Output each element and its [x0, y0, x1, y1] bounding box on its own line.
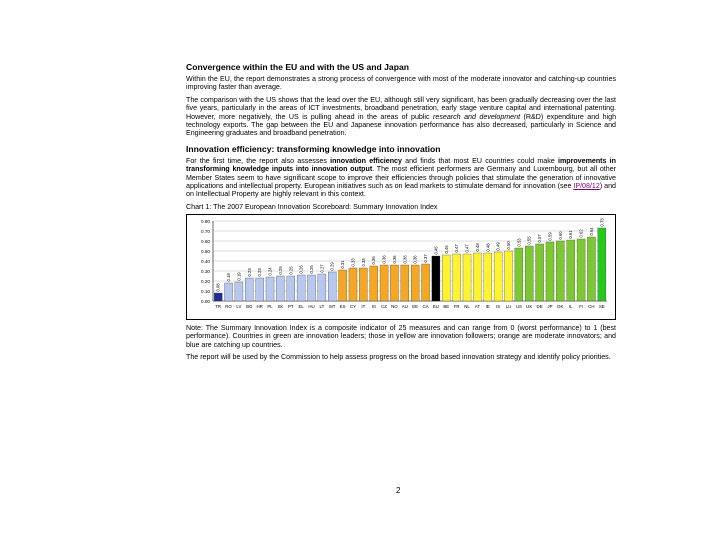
category-label: JP	[547, 303, 553, 309]
bar-ca	[422, 264, 430, 301]
chart-caption: Chart 1: The 2007 European Innovation Scoreboard: Summary Innovation Index	[186, 202, 438, 211]
bar-dk	[556, 241, 564, 301]
category-label: NO	[391, 303, 398, 309]
category-label: EU	[432, 303, 439, 309]
paragraph-convergence-eu: Within the EU, the report demonstrates a strong process of convergence with most of the moderate innovator and catching-up countries improving faster than average.	[186, 75, 616, 92]
value-label: 0.08	[215, 283, 221, 292]
bar-no	[390, 265, 398, 301]
value-label: 0.36	[402, 255, 408, 264]
text-segment: The comparison with the US shows that the lead over the EU, although still very significant, has been gradually decreasing over the last five years, particularly in the areas of ICT investments, broadband penetration, early stage venture capital and international patenting. However, more negatively, the US is pulling ahead in the areas of public	[186, 95, 616, 121]
bar-is	[494, 252, 502, 301]
bar-il	[567, 240, 575, 301]
section-heading-convergence: Convergence within the EU and with the US and Japan	[186, 62, 409, 72]
category-label: DE	[536, 303, 543, 309]
category-label: HU	[308, 303, 315, 309]
press-release-link[interactable]: IP/08/12	[573, 182, 600, 191]
bar-hr	[256, 278, 264, 301]
category-label: CZ	[381, 303, 388, 309]
category-label: US	[515, 303, 522, 309]
y-tick-label: 0.60	[201, 238, 210, 244]
chart-note: Note: The Summary Innovation Index is a composite indicator of 25 measures and can range from 0 (worst performance) to 1 (best performance). Countries in green are innovation leaders; those in yellow are innovation followers; orange are moderate innovators; and blue are catching up countries.	[186, 323, 616, 349]
bold-text: improvements in transforming knowledge inputs into innovation output	[186, 156, 616, 174]
category-label: SI	[371, 303, 376, 309]
category-label: ES	[339, 303, 346, 309]
category-label: UK	[526, 303, 533, 309]
page-number: 2	[396, 486, 401, 495]
y-tick-label: 0.00	[201, 298, 210, 304]
chart-frame	[186, 214, 616, 320]
value-label: 0.31	[340, 260, 346, 269]
category-label: FI	[579, 303, 584, 309]
category-label: RO	[225, 303, 232, 309]
y-tick-label: 0.40	[201, 258, 210, 264]
bar-nl	[463, 254, 471, 301]
bar-uk	[525, 246, 533, 301]
category-label: PT	[287, 303, 294, 309]
value-label: 0.57	[537, 234, 543, 243]
value-label: 0.23	[246, 268, 252, 277]
value-label: 0.48	[474, 243, 480, 252]
category-label: EL	[298, 303, 304, 309]
value-label: 0.73	[599, 218, 605, 227]
value-label: 0.55	[526, 236, 532, 245]
value-label: 0.33	[360, 258, 366, 267]
y-tick-label: 0.70	[201, 228, 210, 234]
category-label: IS	[496, 303, 501, 309]
value-label: 0.48	[485, 243, 491, 252]
y-tick-label: 0.20	[201, 278, 210, 284]
category-label: LT	[319, 303, 325, 309]
bar-el	[297, 275, 305, 301]
bar-se	[598, 228, 606, 301]
category-label: AT	[474, 303, 481, 309]
bar-ro	[225, 283, 233, 301]
bar-be	[442, 255, 450, 301]
bar-es	[339, 270, 347, 301]
category-label: AU	[401, 303, 408, 309]
value-label: 0.45	[433, 246, 439, 255]
bar-ee	[411, 265, 419, 301]
y-tick-label: 0.30	[201, 268, 210, 274]
bar-it	[359, 268, 367, 301]
bar-ie	[484, 253, 492, 301]
text-segment: and finds that most EU countries could make	[401, 156, 558, 165]
bar-lt	[318, 274, 326, 301]
bar-tr	[214, 293, 222, 301]
bar-at	[473, 253, 481, 301]
paragraph-efficiency	[186, 157, 616, 199]
value-label: 0.64	[588, 227, 594, 236]
bar-lv	[235, 282, 243, 301]
bar-cz	[380, 265, 388, 301]
value-label: 0.46	[443, 245, 449, 254]
italic-text: research and development	[433, 112, 521, 121]
bar-fr	[453, 254, 461, 301]
value-label: 0.50	[506, 241, 511, 250]
value-label: 0.59	[547, 232, 553, 241]
category-label: SK	[277, 303, 284, 309]
category-label: PL	[267, 303, 273, 309]
category-label: CH	[588, 303, 595, 309]
value-label: 0.37	[423, 254, 429, 263]
bar-ch	[587, 237, 595, 301]
text-segment: (R&D) expenditure and high technology exports. The gap between the EU and Japanese innovation performance has also decreased, particularly in Science and Engineering graduates and broadband penetration.	[186, 112, 617, 138]
text-segment: . The most efficient performers are Germany and Luxembourg, but all other Member States seem to have significant scope to improve their efficiencies through policies that stimulate the generation of innovative applications and intellectual property. European initiatives such as on lead markets to stimulate demand for innovation (see	[186, 165, 617, 191]
category-label: CA	[422, 303, 429, 309]
value-label: 0.47	[464, 244, 470, 253]
section-heading-efficiency: Innovation efficiency: transforming knowledge into innovation	[186, 143, 441, 154]
category-label: IE	[485, 303, 490, 309]
bar-chart	[187, 215, 615, 319]
bar-pl	[266, 277, 274, 301]
y-tick-label: 0.80	[201, 218, 210, 224]
value-label: 0.53	[516, 238, 522, 247]
value-label: 0.18	[226, 273, 232, 282]
bar-eu	[432, 256, 440, 301]
bar-si	[370, 266, 378, 301]
paragraph-comparison-us	[186, 96, 616, 138]
category-label: BG	[246, 303, 253, 309]
category-label: MT	[329, 303, 336, 309]
bar-cy	[349, 268, 357, 301]
category-label: HR	[256, 303, 263, 309]
value-label: 0.47	[454, 244, 460, 253]
category-label: FR	[453, 303, 460, 309]
category-label: LV	[236, 303, 242, 309]
bar-hu	[307, 275, 315, 301]
y-tick-label: 0.50	[201, 248, 210, 254]
bar-fi	[577, 239, 585, 301]
value-label: 0.24	[267, 267, 273, 276]
category-label: LU	[505, 303, 512, 309]
value-label: 0.35	[371, 256, 377, 265]
value-label: 0.27	[319, 264, 325, 273]
bar-mt	[328, 272, 336, 301]
value-label: 0.26	[298, 265, 304, 274]
category-label: TR	[215, 303, 222, 309]
category-label: CY	[349, 303, 357, 309]
value-label: 0.49	[495, 242, 501, 251]
category-label: EE	[412, 303, 419, 309]
bar-sk	[276, 276, 284, 301]
closing-paragraph: The report will be used by the Commission to help assess progress on the broad based innovation strategy and identify policy priorities.	[186, 353, 611, 362]
value-label: 0.36	[412, 255, 418, 264]
value-label: 0.60	[557, 231, 563, 240]
value-label: 0.23	[257, 268, 263, 277]
value-label: 0.25	[288, 266, 294, 275]
value-label: 0.25	[277, 266, 283, 275]
value-label: 0.26	[309, 265, 314, 274]
document-page	[186, 62, 616, 366]
value-label: 0.19	[236, 272, 242, 281]
bar-us	[515, 248, 523, 301]
value-label: 0.33	[350, 258, 356, 267]
value-label: 0.36	[381, 255, 387, 264]
text-segment: For the first time, the report also assesses	[186, 156, 331, 165]
text-segment: ) and on Intellectual Property are highly relevant in this context.	[186, 182, 616, 199]
bar-jp	[546, 242, 554, 301]
bar-de	[536, 244, 544, 301]
category-label: SE	[598, 303, 605, 309]
bar-bg	[245, 278, 253, 301]
bar-pt	[287, 276, 295, 301]
value-label: 0.62	[578, 229, 584, 238]
category-label: BE	[443, 303, 450, 309]
category-label: NL	[464, 303, 470, 309]
value-label: 0.36	[391, 255, 397, 264]
bar-lu	[504, 251, 512, 301]
bar-au	[401, 265, 409, 301]
category-label: IT	[361, 303, 366, 309]
bold-text: innovation efficiency	[330, 156, 402, 165]
category-label: IL	[568, 303, 573, 309]
category-label: DK	[557, 303, 564, 309]
value-label: 0.61	[568, 230, 574, 239]
value-label: 0.29	[329, 262, 335, 271]
y-tick-label: 0.10	[201, 288, 210, 294]
